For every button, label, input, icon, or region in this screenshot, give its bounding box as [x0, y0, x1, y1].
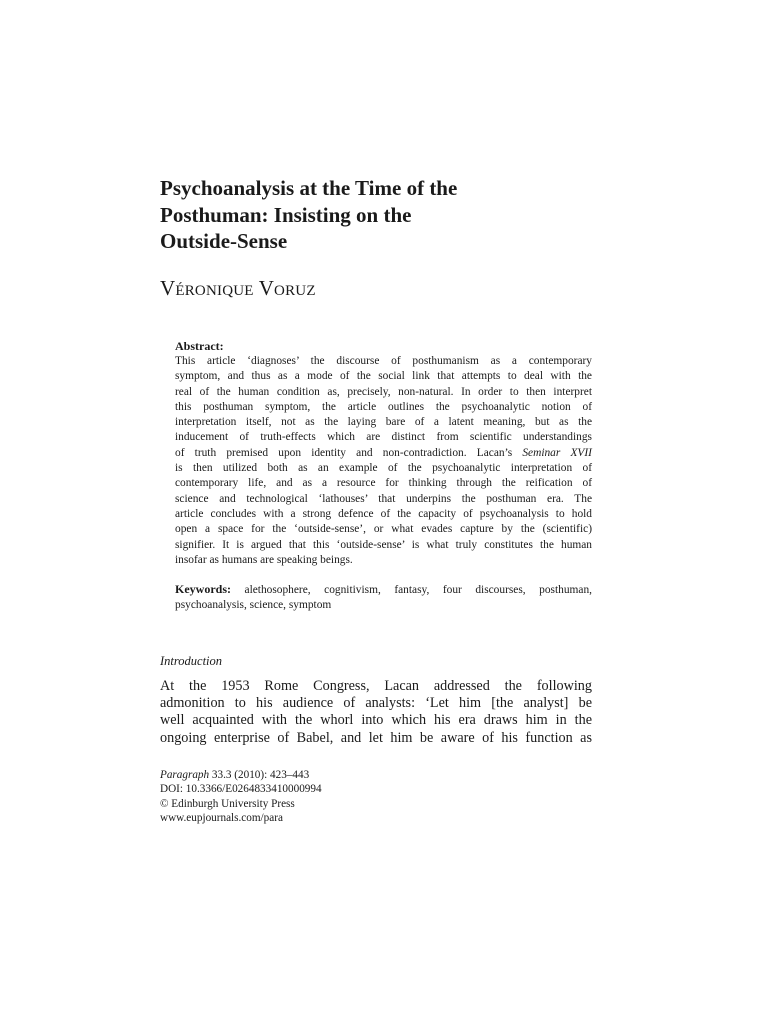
journal-url: www.eupjournals.com/para [160, 811, 283, 824]
body-line: ongoing enterprise of Babel, and let him be aware of his function as [160, 729, 592, 746]
abstract-line: real of the human condition as, precisely, non-natural. In order to then interpret [175, 385, 592, 398]
abstract-line: article concludes with a strong defence of the capacity of psychoanalysis to hold [175, 507, 592, 520]
publication-info [160, 768, 322, 825]
abstract-heading: Abstract: [175, 339, 224, 353]
abstract-line: This article ‘diagnoses’ the discourse of posthumanism as a contemporary [175, 355, 592, 367]
abstract-line: science and technological ‘lathouses’ that underpins the posthuman era. The [175, 492, 592, 505]
title-line: Posthuman: Insisting on the [160, 202, 412, 227]
article-title [160, 175, 592, 255]
body-line: admonition to his audience of analysts: ‘Let him [the analyst] be [160, 695, 592, 712]
body-line: well acquainted with the whorl into which his era draws him in the [160, 712, 592, 729]
copyright-line: © Edinburgh University Press [160, 797, 295, 810]
title-line: Psychoanalysis at the Time of the [160, 176, 458, 200]
abstract-line: open a space for the ‘outside-sense’, or what evades capture by the (scientific) [175, 523, 592, 536]
abstract-line: this posthuman symptom, the article outlines the psychoanalytic notion of [175, 400, 592, 413]
keywords-line: psychoanalysis, science, symptom [175, 599, 332, 612]
journal-name: Paragraph [160, 769, 210, 781]
article-author: Véronique Voruz [160, 276, 316, 300]
keywords-line [175, 582, 592, 598]
abstract-body [175, 354, 592, 568]
keywords-label: Keywords: [175, 582, 231, 596]
introduction-heading: Introduction [160, 654, 223, 668]
citation-line [160, 768, 322, 782]
doi-line: DOI: 10.3366/E0264833410000994 [160, 783, 322, 796]
abstract-line: interpretation itself, not as the laying bare of a latent meaning, but as the [175, 416, 592, 429]
abstract-section [175, 339, 592, 568]
abstract-line: is then utilized both as an example of the psychoanalytic interpretation of [175, 462, 592, 475]
abstract-line: contemporary life, and as a resource for thinking through the reification of [175, 477, 592, 490]
abstract-line-text: of truth premised upon identity and non-contradiction. Lacan’s [175, 446, 513, 459]
keywords-section [175, 582, 592, 614]
abstract-line: inducement of truth-effects which are distinct from scientific understandings [175, 431, 592, 444]
introduction-body [160, 678, 592, 747]
title-line: Outside-Sense [160, 229, 288, 253]
abstract-line: symptom, and thus as a mode of the social link that attempts to deal with the [175, 370, 592, 383]
body-line: At the 1953 Rome Congress, Lacan addressed the following [160, 678, 592, 694]
citation-details: 33.3 (2010): 423–443 [209, 769, 310, 781]
seminar-title: Seminar XVII [522, 446, 592, 459]
abstract-line-with-title [175, 446, 592, 461]
abstract-line: insofar as humans are speaking beings. [175, 553, 353, 566]
abstract-line: signifier. It is argued that this ‘outside-sense’ is what truly constitutes the human [175, 538, 592, 551]
keywords-text: alethosophere, cognitivism, fantasy, four discourses, posthuman, [244, 584, 592, 596]
